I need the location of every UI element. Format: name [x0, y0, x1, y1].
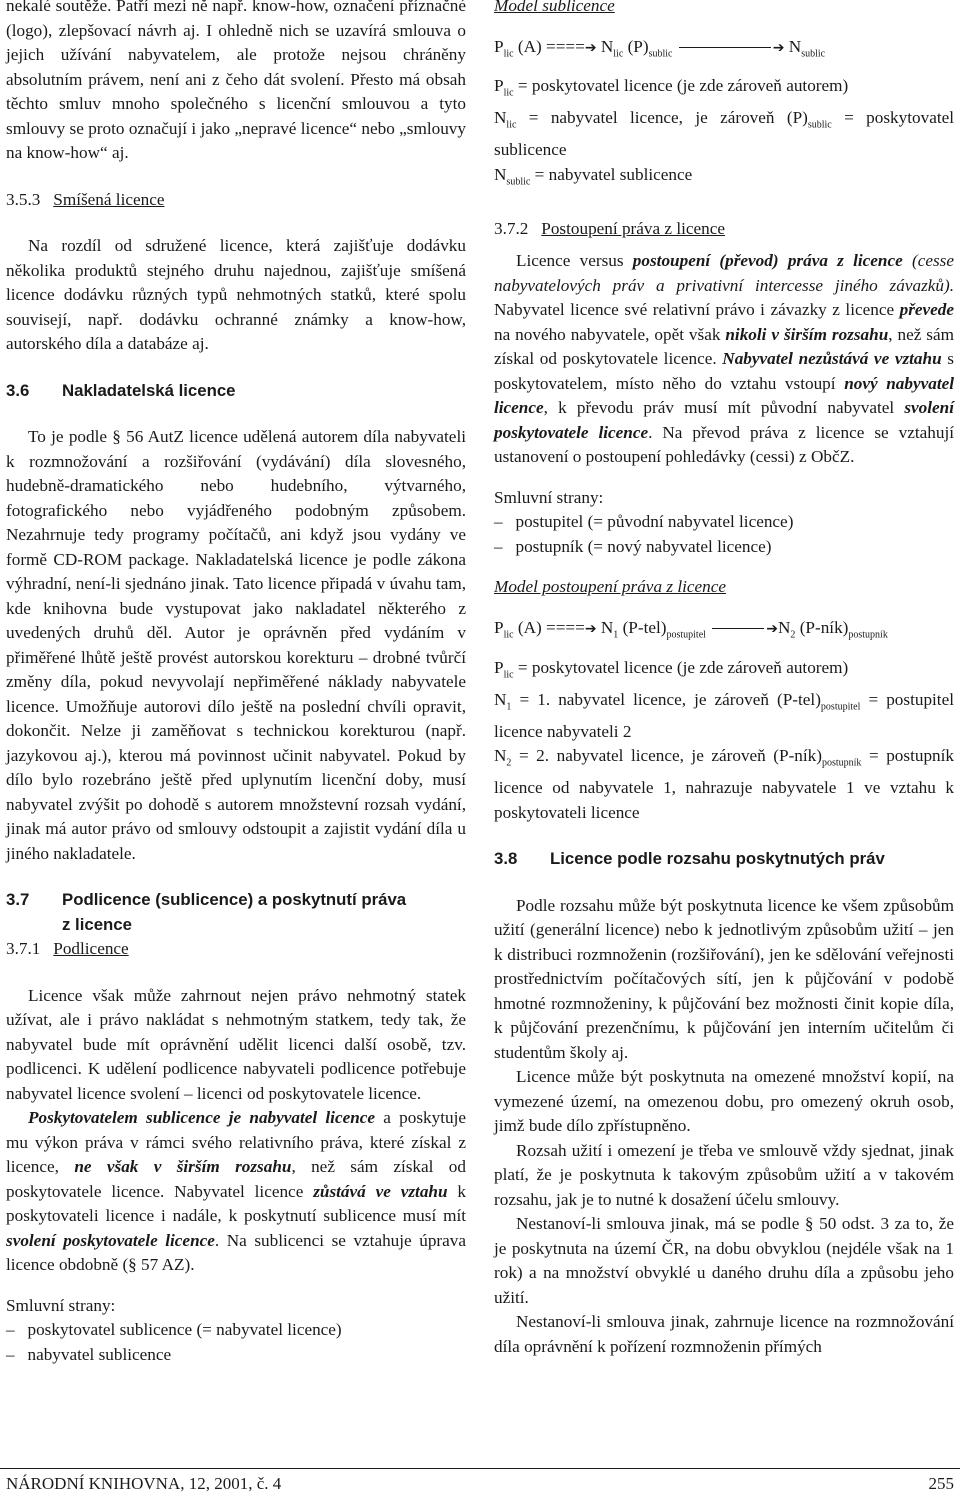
- paragraph-postoupeni: Licence versus postoupení (převod) práva z licence (cesse nabyvatelových práv a privativní intercesse jiného závazků). Nabyvatel licence své relativní právo i závazky z licence převede na nového nabyvatele, opět však nikoli v širším rozsahu, než sám získal od poskytovatele licence. Nabyvatel nezůstává ve vztahu s poskytovatelem, místo něho do vztahu vstoupí nový nabyvatel licence, k převodu práv musí mít původní nabyvatel svolení poskytovatele licence. Na převod práva z licence se vztahují ustanovení o postoupení pohledávky (cessi) z ObčZ.: [494, 251, 955, 467]
- paragraph-rozsah-2: Licence může být poskytnuta na omezené množství kopií, na vymezené území, na omezenou dobu, pro omezený okruh osob, jimž bude dílo zpřístupněno.: [494, 1067, 954, 1135]
- sublicence-formula: $P_{lic}$ (A) ====➔ $N_{lic}$ $(P)_{sublic}$ ➔ $N_{sublic}$: [494, 36, 826, 59]
- connector-line: [712, 628, 764, 629]
- definition-n-sublic: $N_{sublic}$ = nabyvatel sublicence: [494, 164, 693, 188]
- definition-p-lic: $P_{lic}$ = poskytovatel licence (je zde zároveň autorem): [494, 76, 849, 99]
- paragraph-rozsah-1: Podle rozsahu může být poskytnuta licence ke všem způsobům užití (generální licence) nebo k jednotlivým způsobům užití – jen k distribuci rozmnoženin (rozšiřování), jen ke sdělování veřejnosti prostřednictvím počítačových sítí, jen k půjčování v podobě hmotné rozmnoženiny, k půjčování bez možnosti činit kopie díla, k půjčování prezenčnímu, k půjčování jen interním učitelům či studentům školy aj.: [494, 895, 954, 1062]
- paragraph-rozsah-4: Nestanoví-li smlouva jinak, má se podle § 50 odst. 3 za to, že je poskytnuta na území ČR, na dobu obvyklou (nejdéle však na 1 rok) a na množství obvyklé u daného druhu díla a způsobu jeho užití.: [494, 1214, 954, 1307]
- definition-n1: $N_1 = 1$. nabyvatel licence, je zároveň $(P-tel)_{postupitel}$ = postupitel licence nabyvateli 2: [494, 689, 954, 741]
- party-item: – postupník (= nový nabyvatel licence): [494, 536, 772, 556]
- parties-label-right: Smluvní strany:: [494, 487, 604, 507]
- intro-paragraph: nekalé soutěže. Patří mezi ně např. know-how, označení příznačné (logo), zlepšovací návrh aj. I ohledně nich se uzavírá smlouva o jejich užívání nabyvatelem, ale protože nejsou chráněny absolutním právem, není ani z čeho dát svolení. Přesto má obsah těchto smluv mnoho společného s licenční smlouvou a tyto smlouvy se proto označují i jako „nepravé licence“ nebo „smlouvy na know-how“ aj.: [6, 0, 466, 162]
- right-column: [494, 0, 954, 1359]
- paragraph-rozsah-5: Nestanoví-li smlouva jinak, zahrnuje licence na rozmnožování díla oprávnění k pořízení rozmnoženin přímých: [494, 1312, 954, 1356]
- paragraph-nakladatelska-licence: To je podle § 56 AutZ licence udělená autorem díla nabyvateli k rozmnožování a rozšiřování (vydávání) díla slovesného, hudebně-dramatického nebo hudebního, výtvarného, fotografického nebo vyjádřeného podobným způsobem. Nezahrnuje tedy programy počítačů, ani když jsou vydány ve formě CD-ROM package. Nakladatelská licence je podle zákona výhradní, není-li sjednáno jinak. Tato licence připadá v úvahu tam, kde knihovna bude vystupovat jako nakladatel některého z uvedených druhů děl. Autor je oprávněn před vydáním v přiměřené lhůtě ještě provést autorskou korekturu – drobné tvůrčí změny díla, pokud nevyvolají nepřiměřené náklady nabyvatele licence. Umožňuje autorovi dílo ještě na poslední chvíli opravit, dokončit. Nelze ji zaměňovat s technickou korekturou (např. jazykovou aj.), kterou má povinnost učinit nabyvatel. Pokud by dílo bylo rozebráno ještě před uplynutím licenční doby, musí nabyvatel zvýšit po dohodě s autorem množstevní rozsah vydání, jinak má autor právo od smlouvy odstoupit a zajistit vydání díla u jiného nakladatele.: [6, 427, 466, 863]
- definition-n-lic: $N_{lic}$ = nabyvatel licence, je zároveň $(P)_{sublic}$ = poskytovatel sublicence: [494, 108, 954, 160]
- connector-line: [679, 47, 771, 48]
- page-number: 255: [928, 1474, 954, 1493]
- parties-label-left: Smluvní strany:: [6, 1295, 116, 1315]
- footer-rule: [0, 1468, 960, 1469]
- arrow-icon: ➔: [584, 620, 597, 637]
- paragraph-podlicence-2: Poskytovatelem sublicence je nabyvatel licence a poskytuje mu výkon práva v rámci svého relativního práva, které získal z licence, ne však v širším rozsahu, než sám získal od poskytovatele licence. Nabyvatel licence zůstává ve vztahu k poskytovateli licence i nadále, k poskytnutí sublicence musí mít svolení poskytovatele licence. Na sublicenci se vztahuje úprava licence obdobně (§ 57 AZ).: [6, 1108, 467, 1274]
- model-postoupeni-title: Model postoupení práva z licence: [494, 577, 726, 597]
- definition-p-lic-2: $P_{lic}$ = poskytovatel licence (je zde zároveň autorem): [494, 657, 849, 681]
- model-sublicence-title: Model sublicence: [494, 0, 615, 15]
- arrow-icon: ➔: [766, 620, 778, 637]
- arrow-icon: ➔: [584, 39, 597, 56]
- journal-footer: NÁRODNÍ KNIHOVNA, 12, 2001, č. 4: [6, 1474, 282, 1493]
- paragraph-rozsah-3: Rozsah užití i omezení je třeba ve smlouvě vždy sjednat, jinak platí, že je poskytnuta k takovým způsobům užití a v takovém rozsahu, jak je to nutné k dosažení účelu smlouvy.: [494, 1140, 954, 1209]
- heading-3-7-1: 3.7.1 Podlicence: [6, 939, 129, 958]
- heading-3-5-3: 3.5.3 Smíšená licence: [6, 189, 165, 209]
- left-column: [6, 0, 466, 1367]
- definition-n2: $N_2 = 2$. nabyvatel licence, je zároveň $(P-ník)_{postupník}$ = postupník licence od nabyvatele 1, nahrazuje nabyvatele 1 ve vztahu k poskytovateli licence: [494, 746, 954, 822]
- heading-3-7-2: 3.7.2 Postoupení práva z licence: [494, 218, 726, 238]
- party-item: – poskytovatel sublicence (= nabyvatel licence): [6, 1320, 342, 1339]
- postoupeni-formula: $P_{lic}$ (A) ====➔ $N_1$ $(P-tel)_{postupitel}$ $➔N_2$ $(P-ník)_{postupník}$: [494, 617, 888, 641]
- heading-3-8: 3.8 Licence podle rozsahu poskytnutých práv: [494, 849, 885, 868]
- arrow-icon: ➔: [772, 39, 785, 56]
- heading-3-6: 3.6 Nakladatelská licence: [6, 380, 236, 400]
- party-item: – postupitel (= původní nabyvatel licence): [494, 512, 794, 532]
- heading-3-7: 3.7 Podlicence (sublicence) a poskytnutí práva z licence: [6, 890, 407, 934]
- paragraph-smisena-licence: Na rozdíl od sdružené licence, která zajišťuje dodávku několika produktů stejného druhu najednou, zajišťuje smíšená licence dodávku různých typů nehmotných statků, které spolu souvisejí, např. dodávku ochranné známky a know-how, autorského díla a databáze aj.: [6, 236, 466, 353]
- party-item: – nabyvatel sublicence: [6, 1344, 172, 1364]
- paragraph-podlicence-1: Licence však může zahrnout nejen právo nehmotný statek užívat, ale i právo nakládat s nehmotným statkem, tedy tak, že nabyvatel bude mít oprávnění udělit licenci další osobě, tzv. podlicenci. K udělení podlicence nabyvateli podlicence potřebuje nabyvatel licence svolení – licenci od poskytovatele licence.: [6, 985, 466, 1103]
